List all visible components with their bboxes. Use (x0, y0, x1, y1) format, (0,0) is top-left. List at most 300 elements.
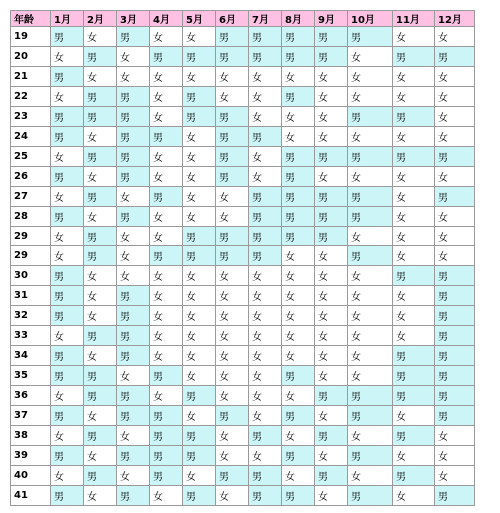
gender-cell: 男 (84, 426, 117, 446)
gender-cell: 女 (249, 326, 282, 346)
gender-cell: 男 (216, 126, 249, 146)
gender-cell: 女 (150, 386, 183, 406)
gender-cell: 男 (435, 346, 475, 366)
gender-cell: 男 (393, 266, 435, 286)
gender-cell: 男 (282, 146, 315, 166)
gender-cell: 女 (51, 426, 84, 446)
gender-cell: 女 (393, 166, 435, 186)
header-cell-month: 11月 (393, 11, 435, 27)
gender-cell: 男 (348, 27, 393, 47)
gender-cell: 男 (435, 406, 475, 426)
gender-cell: 女 (393, 126, 435, 146)
gender-cell: 女 (282, 126, 315, 146)
gender-cell: 女 (315, 406, 348, 426)
gender-cell: 男 (51, 306, 84, 326)
gender-cell: 女 (249, 106, 282, 126)
gender-cell: 男 (150, 446, 183, 466)
gender-cell: 男 (84, 226, 117, 246)
gender-cell: 男 (51, 406, 84, 426)
gender-cell: 女 (150, 485, 183, 505)
table-row (11, 266, 475, 286)
gender-cell: 男 (51, 286, 84, 306)
gender-cell: 男 (393, 146, 435, 166)
gender-cell: 女 (183, 346, 216, 366)
gender-cell: 女 (216, 426, 249, 446)
gender-cell: 女 (282, 286, 315, 306)
gender-cell: 女 (348, 166, 393, 186)
gender-cell: 男 (249, 186, 282, 206)
header-row (11, 11, 475, 27)
gender-cell: 男 (150, 426, 183, 446)
table-row (11, 206, 475, 226)
gender-cell: 女 (435, 206, 475, 226)
gender-cell: 男 (183, 86, 216, 106)
table-row (11, 386, 475, 406)
gender-cell: 男 (216, 27, 249, 47)
gender-cell: 男 (435, 186, 475, 206)
gender-cell: 男 (51, 366, 84, 386)
gender-cell: 女 (51, 465, 84, 485)
age-cell: 33 (11, 326, 51, 346)
gender-cell: 男 (249, 27, 282, 47)
gender-cell: 男 (84, 326, 117, 346)
table-row (11, 27, 475, 47)
gender-cell: 女 (84, 126, 117, 146)
header-cell-month: 10月 (348, 11, 393, 27)
gender-cell: 女 (183, 166, 216, 186)
gender-cell: 男 (216, 106, 249, 126)
gender-cell: 男 (393, 426, 435, 446)
gender-cell: 男 (249, 126, 282, 146)
gender-cell: 男 (282, 406, 315, 426)
age-cell: 37 (11, 406, 51, 426)
gender-cell: 女 (249, 446, 282, 466)
age-cell: 39 (11, 446, 51, 466)
gender-cell: 女 (51, 46, 84, 66)
age-cell: 23 (11, 106, 51, 126)
gender-cell: 女 (183, 326, 216, 346)
gender-cell: 女 (249, 346, 282, 366)
gender-cell: 女 (51, 186, 84, 206)
gender-cell: 女 (393, 66, 435, 86)
gender-cell: 女 (315, 446, 348, 466)
gender-cell: 男 (315, 27, 348, 47)
gender-cell: 女 (183, 306, 216, 326)
gender-cell: 男 (150, 246, 183, 266)
age-cell: 40 (11, 465, 51, 485)
gender-cell: 男 (117, 485, 150, 505)
age-cell: 24 (11, 126, 51, 146)
gender-cell: 女 (315, 266, 348, 286)
gender-cell: 男 (216, 406, 249, 426)
gender-cell: 女 (315, 66, 348, 86)
gender-cell: 男 (282, 206, 315, 226)
gender-cell: 男 (150, 366, 183, 386)
gender-cell: 男 (435, 146, 475, 166)
gender-cell: 女 (117, 66, 150, 86)
gender-cell: 男 (249, 485, 282, 505)
gender-cell: 女 (183, 206, 216, 226)
gender-cell: 男 (84, 146, 117, 166)
gender-cell: 男 (117, 126, 150, 146)
gender-cell: 男 (435, 366, 475, 386)
gender-cell: 男 (117, 146, 150, 166)
age-cell: 30 (11, 266, 51, 286)
gender-cell: 男 (348, 206, 393, 226)
gender-cell: 女 (348, 366, 393, 386)
table-row (11, 146, 475, 166)
gender-calendar-table (10, 10, 475, 506)
gender-cell: 女 (348, 226, 393, 246)
gender-cell: 男 (435, 306, 475, 326)
gender-cell: 女 (216, 186, 249, 206)
table-row (11, 326, 475, 346)
gender-cell: 女 (84, 485, 117, 505)
gender-cell: 女 (435, 426, 475, 446)
gender-cell: 男 (315, 465, 348, 485)
gender-cell: 女 (183, 27, 216, 47)
gender-cell: 男 (282, 86, 315, 106)
gender-cell: 男 (216, 465, 249, 485)
header-cell-month: 2月 (84, 11, 117, 27)
gender-cell: 女 (435, 126, 475, 146)
gender-cell: 女 (282, 426, 315, 446)
gender-cell: 女 (183, 146, 216, 166)
gender-cell: 男 (51, 266, 84, 286)
gender-cell: 女 (117, 366, 150, 386)
gender-cell: 女 (249, 386, 282, 406)
gender-cell: 女 (84, 66, 117, 86)
gender-cell: 女 (393, 406, 435, 426)
age-cell: 34 (11, 346, 51, 366)
gender-cell: 女 (51, 386, 84, 406)
gender-cell: 女 (183, 465, 216, 485)
header-cell-month: 3月 (117, 11, 150, 27)
gender-cell: 女 (282, 326, 315, 346)
gender-cell: 男 (393, 106, 435, 126)
gender-cell: 男 (315, 426, 348, 446)
gender-cell: 男 (249, 226, 282, 246)
gender-cell: 男 (315, 186, 348, 206)
gender-cell: 男 (51, 166, 84, 186)
gender-cell: 男 (282, 366, 315, 386)
header-cell-month: 5月 (183, 11, 216, 27)
gender-cell: 男 (183, 46, 216, 66)
gender-cell: 男 (216, 46, 249, 66)
gender-cell: 女 (393, 226, 435, 246)
gender-cell: 男 (249, 46, 282, 66)
gender-cell: 女 (435, 66, 475, 86)
header-cell-month: 4月 (150, 11, 183, 27)
age-cell: 32 (11, 306, 51, 326)
gender-cell: 女 (282, 66, 315, 86)
gender-cell: 女 (51, 226, 84, 246)
gender-cell: 男 (435, 326, 475, 346)
gender-cell: 男 (315, 146, 348, 166)
gender-cell: 男 (348, 146, 393, 166)
gender-cell: 女 (117, 186, 150, 206)
gender-cell: 女 (216, 326, 249, 346)
gender-cell: 男 (348, 446, 393, 466)
gender-cell: 女 (348, 286, 393, 306)
gender-cell: 女 (117, 246, 150, 266)
gender-cell: 女 (315, 306, 348, 326)
age-cell: 22 (11, 86, 51, 106)
age-cell: 25 (11, 146, 51, 166)
gender-cell: 女 (348, 86, 393, 106)
gender-cell: 女 (393, 306, 435, 326)
table-row (11, 186, 475, 206)
gender-cell: 女 (282, 266, 315, 286)
gender-cell: 男 (117, 446, 150, 466)
gender-cell: 男 (348, 106, 393, 126)
gender-cell: 女 (435, 27, 475, 47)
gender-cell: 男 (315, 46, 348, 66)
gender-cell: 女 (249, 66, 282, 86)
gender-cell: 女 (216, 485, 249, 505)
gender-cell: 男 (51, 27, 84, 47)
gender-cell: 男 (150, 186, 183, 206)
gender-cell: 男 (348, 485, 393, 505)
gender-cell: 女 (249, 286, 282, 306)
gender-cell: 男 (348, 186, 393, 206)
gender-cell: 男 (282, 166, 315, 186)
gender-cell: 女 (216, 86, 249, 106)
gender-cell: 男 (150, 46, 183, 66)
gender-cell: 男 (435, 266, 475, 286)
table-row (11, 465, 475, 485)
header-cell-age: 年龄 (11, 11, 51, 27)
gender-cell: 女 (393, 286, 435, 306)
gender-cell: 女 (435, 106, 475, 126)
gender-cell: 男 (150, 406, 183, 426)
gender-cell: 女 (51, 86, 84, 106)
table-row (11, 446, 475, 466)
gender-cell: 女 (348, 126, 393, 146)
gender-cell: 女 (315, 86, 348, 106)
gender-cell: 男 (216, 146, 249, 166)
gender-cell: 女 (216, 306, 249, 326)
gender-cell: 男 (117, 386, 150, 406)
gender-cell: 男 (315, 206, 348, 226)
gender-cell: 女 (150, 86, 183, 106)
age-cell: 20 (11, 46, 51, 66)
gender-cell: 男 (183, 446, 216, 466)
gender-cell: 男 (282, 27, 315, 47)
gender-cell: 女 (435, 446, 475, 466)
gender-cell: 女 (348, 266, 393, 286)
gender-cell: 女 (315, 126, 348, 146)
gender-cell: 男 (84, 86, 117, 106)
gender-cell: 女 (84, 346, 117, 366)
gender-cell: 女 (249, 266, 282, 286)
gender-cell: 女 (282, 106, 315, 126)
gender-cell: 女 (216, 346, 249, 366)
header-cell-month: 1月 (51, 11, 84, 27)
table-row (11, 366, 475, 386)
gender-cell: 女 (249, 166, 282, 186)
table-row (11, 86, 475, 106)
gender-cell: 男 (315, 386, 348, 406)
gender-cell: 男 (249, 465, 282, 485)
gender-cell: 女 (348, 346, 393, 366)
table-row (11, 306, 475, 326)
gender-cell: 女 (315, 346, 348, 366)
gender-cell: 女 (150, 146, 183, 166)
gender-cell: 男 (51, 66, 84, 86)
gender-cell: 女 (315, 286, 348, 306)
gender-cell: 男 (393, 346, 435, 366)
gender-cell: 女 (117, 46, 150, 66)
gender-cell: 女 (51, 146, 84, 166)
gender-cell: 女 (216, 206, 249, 226)
gender-cell: 女 (348, 465, 393, 485)
gender-cell: 女 (393, 485, 435, 505)
gender-cell: 女 (393, 206, 435, 226)
gender-cell: 男 (183, 226, 216, 246)
gender-cell: 女 (51, 326, 84, 346)
gender-cell: 女 (183, 126, 216, 146)
gender-cell: 女 (249, 86, 282, 106)
gender-cell: 男 (84, 465, 117, 485)
table-row (11, 406, 475, 426)
gender-cell: 男 (435, 286, 475, 306)
gender-cell: 男 (282, 226, 315, 246)
gender-cell: 男 (249, 426, 282, 446)
gender-cell: 女 (150, 326, 183, 346)
gender-cell: 男 (393, 386, 435, 406)
table-row (11, 226, 475, 246)
gender-cell: 女 (84, 286, 117, 306)
gender-cell: 女 (393, 27, 435, 47)
gender-cell: 男 (315, 226, 348, 246)
gender-cell: 男 (51, 106, 84, 126)
gender-cell: 男 (117, 406, 150, 426)
table-row (11, 426, 475, 446)
gender-cell: 女 (435, 166, 475, 186)
gender-cell: 男 (282, 186, 315, 206)
age-cell: 21 (11, 66, 51, 86)
gender-cell: 女 (216, 446, 249, 466)
gender-cell: 女 (282, 246, 315, 266)
gender-cell: 男 (117, 166, 150, 186)
gender-cell: 女 (249, 366, 282, 386)
gender-cell: 女 (348, 46, 393, 66)
gender-cell: 男 (216, 246, 249, 266)
gender-cell: 男 (117, 346, 150, 366)
gender-cell: 女 (435, 465, 475, 485)
age-cell: 27 (11, 186, 51, 206)
gender-cell: 女 (393, 86, 435, 106)
gender-cell: 女 (348, 426, 393, 446)
gender-cell: 女 (150, 66, 183, 86)
gender-cell: 女 (393, 246, 435, 266)
gender-cell: 女 (150, 106, 183, 126)
gender-cell: 男 (150, 126, 183, 146)
age-cell: 19 (11, 27, 51, 47)
gender-cell: 男 (117, 206, 150, 226)
header-cell-month: 8月 (282, 11, 315, 27)
gender-cell: 女 (150, 206, 183, 226)
gender-cell: 女 (282, 346, 315, 366)
gender-cell: 男 (393, 46, 435, 66)
gender-cell: 女 (183, 186, 216, 206)
gender-cell: 男 (84, 246, 117, 266)
gender-cell: 女 (282, 465, 315, 485)
gender-cell: 女 (150, 166, 183, 186)
table-row (11, 246, 475, 266)
gender-cell: 男 (348, 386, 393, 406)
gender-cell: 男 (51, 126, 84, 146)
gender-cell: 男 (393, 465, 435, 485)
gender-cell: 女 (84, 306, 117, 326)
gender-cell: 男 (51, 446, 84, 466)
gender-cell: 男 (117, 306, 150, 326)
gender-cell: 男 (183, 485, 216, 505)
gender-cell: 女 (150, 306, 183, 326)
gender-cell: 女 (393, 326, 435, 346)
age-cell: 29 (11, 246, 51, 266)
gender-cell: 女 (249, 406, 282, 426)
gender-cell: 男 (183, 246, 216, 266)
gender-cell: 女 (315, 485, 348, 505)
gender-cell: 男 (51, 206, 84, 226)
gender-cell: 女 (348, 306, 393, 326)
gender-cell: 女 (348, 326, 393, 346)
gender-cell: 女 (435, 246, 475, 266)
header-cell-month: 7月 (249, 11, 282, 27)
gender-cell: 女 (150, 286, 183, 306)
gender-cell: 男 (282, 446, 315, 466)
gender-cell: 男 (117, 326, 150, 346)
gender-cell: 女 (183, 266, 216, 286)
gender-cell: 女 (84, 446, 117, 466)
gender-cell: 男 (117, 106, 150, 126)
gender-cell: 男 (84, 366, 117, 386)
age-cell: 38 (11, 426, 51, 446)
gender-cell: 男 (282, 46, 315, 66)
table-row (11, 485, 475, 505)
gender-cell: 女 (315, 246, 348, 266)
gender-cell: 女 (315, 166, 348, 186)
header-cell-month: 12月 (435, 11, 475, 27)
age-cell: 31 (11, 286, 51, 306)
gender-cell: 女 (117, 266, 150, 286)
table-row (11, 286, 475, 306)
gender-cell: 女 (393, 446, 435, 466)
gender-cell: 女 (183, 406, 216, 426)
gender-cell: 男 (117, 286, 150, 306)
gender-cell: 女 (150, 226, 183, 246)
gender-cell: 男 (435, 46, 475, 66)
gender-cell: 男 (393, 366, 435, 386)
gender-cell: 男 (348, 406, 393, 426)
gender-cell: 男 (216, 166, 249, 186)
gender-cell: 女 (315, 326, 348, 346)
gender-cell: 男 (84, 46, 117, 66)
gender-cell: 男 (84, 186, 117, 206)
header-cell-month: 9月 (315, 11, 348, 27)
gender-cell: 女 (150, 266, 183, 286)
gender-cell: 女 (216, 386, 249, 406)
gender-cell: 女 (315, 106, 348, 126)
gender-cell: 女 (393, 186, 435, 206)
gender-cell: 男 (249, 206, 282, 226)
table-row (11, 166, 475, 186)
age-cell: 36 (11, 386, 51, 406)
gender-cell: 女 (117, 465, 150, 485)
age-cell: 28 (11, 206, 51, 226)
